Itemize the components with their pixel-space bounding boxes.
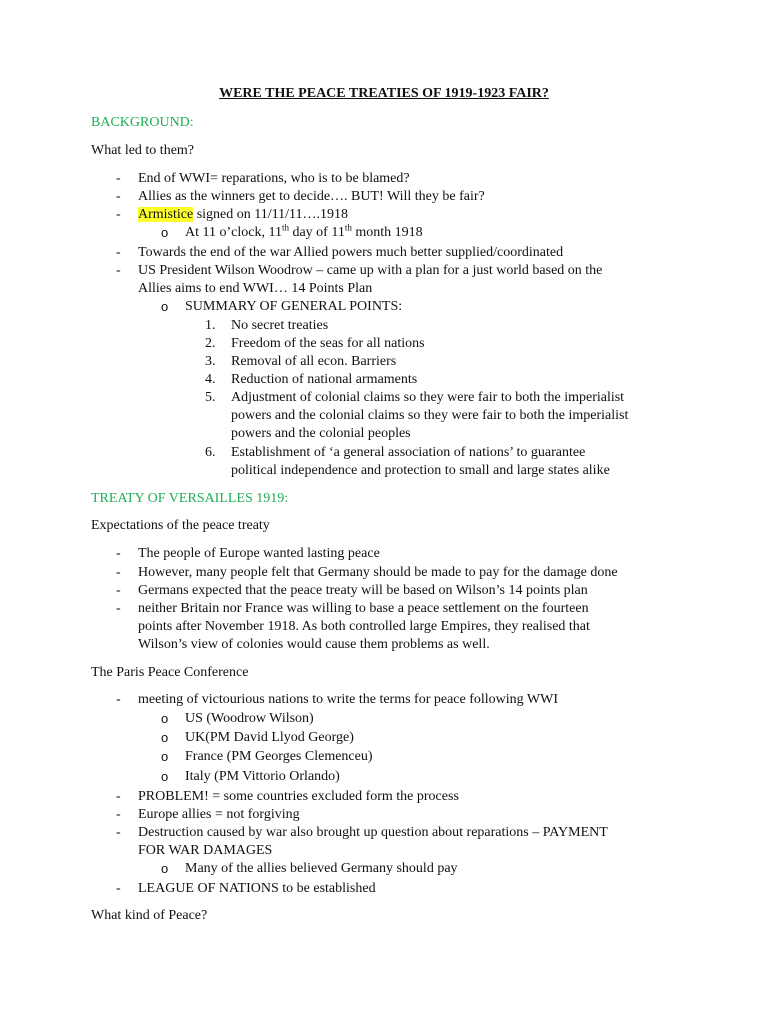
list-item-continuation: points after November 1918. As both controlled large Empires, they realised that bbox=[138, 619, 590, 634]
paris-heading: The Paris Peace Conference bbox=[91, 665, 249, 680]
dash-marker: - bbox=[116, 807, 121, 822]
dash-marker: - bbox=[116, 171, 121, 186]
bullet-marker: o bbox=[161, 225, 169, 240]
list-item-continuation: Wilson’s view of colonies would cause them problems as well. bbox=[138, 637, 490, 652]
numbered-item-continuation: powers and the colonial peoples bbox=[231, 426, 411, 441]
list-item-continuation: FOR WAR DAMAGES bbox=[138, 843, 273, 858]
expectations-heading: Expectations of the peace treaty bbox=[91, 518, 270, 533]
highlighted-text: Armistice bbox=[138, 207, 194, 222]
dash-marker: - bbox=[116, 207, 121, 222]
versailles-heading: TREATY OF VERSAILLES 1919: bbox=[91, 491, 289, 506]
dash-marker: - bbox=[116, 789, 121, 804]
background-heading: BACKGROUND: bbox=[91, 115, 194, 130]
peace-question: What kind of Peace? bbox=[91, 908, 208, 923]
document-page: WERE THE PEACE TREATIES OF 1919-1923 FAIR? BACKGROUND: What led to them? - End of WWI= reparations, who is to be blamed? - Allies as the winners get to decide…. BUT! Will they be fair? - Armistice signed on 11/11/11….1918 o At 11 o’clock, 11th day of 11th month 1918 - Towards the end of the war Allied powers much better supplied/coordinated - US President Wilson Woodrow – came up with a plan for a just world based on the Allies aims to end WWI… 14 Points Plan o SUMMARY OF GENERAL POINTS: 1. No secret treaties 2. Freedom of the seas for all nations 3. Removal of all econ. Barriers 4. Reduction of national armaments 5. Adjustment of colonial claims so they were fair to both the imperialist powers and the colonial claims so they were fair to both the imperialist powers and the colonial peoples 6. Establishment of ‘a general association of nations’ to guarantee political independence and protection to small and large states alike TREATY OF VERSAILLES 1919: Expectations of the peace treaty - The people of Europe wanted lasting peace - However, many people felt that Germany should be made to pay for the damage done - Germans expected that the peace treaty will be based on Wilson’s 14 points plan - neither Britain nor France was willing to base a peace settlement on the fourteen points after November 1918. As both controlled large Empires, they realised that Wilson’s view of colonies would cause them problems as well. The Paris Peace Conference - meeting of victourious nations to write the terms for peace following WWI o US (Woodrow Wilson) o UK(PM David Llyod George) o France (PM Georges Clemenceu) o Italy (PM Vittorio Orlando) - PROBLEM! = some countries excluded form the process - Europe allies = not forgiving - Destruction caused by war also brought up question about reparations – PAYMENT FOR WAR DAMAGES o Many of the allies believed Germany should pay - LEAGUE OF NATIONS to be established What kind of Peace? bbox=[0, 0, 768, 1024]
dash-marker: - bbox=[116, 601, 121, 616]
dash-marker: - bbox=[116, 546, 121, 561]
dash-marker: - bbox=[116, 245, 121, 260]
bullet-marker: o bbox=[161, 299, 169, 314]
numbered-item-continuation: powers and the colonial claims so they were fair to both the imperialist bbox=[231, 408, 629, 423]
list-item-continuation: Allies aims to end WWI… 14 Points Plan bbox=[138, 281, 373, 296]
dash-marker: - bbox=[116, 189, 121, 204]
numbered-item-continuation: political independence and protection to small and large states alike bbox=[231, 463, 610, 478]
dash-marker: - bbox=[116, 825, 121, 840]
dash-marker: - bbox=[116, 583, 121, 598]
bullet-marker: o bbox=[161, 711, 169, 726]
dash-marker: - bbox=[116, 565, 121, 580]
bullet-marker: o bbox=[161, 730, 169, 745]
dash-marker: - bbox=[116, 263, 121, 278]
dash-marker: - bbox=[116, 881, 121, 896]
bullet-marker: o bbox=[161, 861, 169, 876]
bullet-marker: o bbox=[161, 749, 169, 764]
background-question: What led to them? bbox=[91, 143, 195, 158]
document-title: WERE THE PEACE TREATIES OF 1919-1923 FAIR? bbox=[219, 86, 549, 101]
dash-marker: - bbox=[116, 692, 121, 707]
bullet-marker: o bbox=[161, 769, 169, 784]
